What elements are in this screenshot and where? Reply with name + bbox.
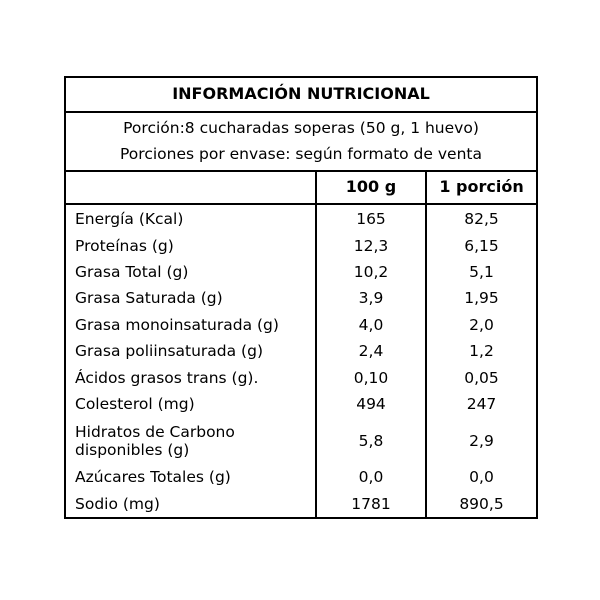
servings-per-container-row (66, 142, 536, 171)
value-per-serving: 2,0 (426, 313, 536, 339)
value-per-100g: 10,2 (316, 260, 426, 286)
table-row (66, 418, 536, 465)
nutrient-name: Colesterol (mg) (75, 395, 195, 414)
value-per-serving: 2,9 (426, 418, 536, 465)
value-per-100g: 3,9 (316, 286, 426, 312)
value-per-serving: 1,95 (426, 286, 536, 312)
value-per-100g: 0,0 (316, 465, 426, 491)
nutrient-name: Sodio (mg) (75, 494, 160, 513)
value-per-100g: 4,0 (316, 313, 426, 339)
nutrient-name: Hidratos de Carbono disponibles (g) (75, 422, 235, 459)
table-title: INFORMACIÓN NUTRICIONAL (66, 78, 536, 112)
header-per-100g: 100 g (316, 171, 426, 204)
table-row (66, 392, 536, 418)
value-per-serving: 0,05 (426, 365, 536, 391)
nutrient-name: Grasa Total (g) (75, 263, 189, 282)
nutrient-name: Azúcares Totales (g) (75, 468, 231, 487)
table-row (66, 286, 536, 312)
column-header-row (66, 171, 536, 204)
header-blank (66, 171, 316, 204)
nutrient-name: Proteínas (g) (75, 236, 174, 255)
nutrition-table (66, 78, 536, 518)
value-per-serving: 82,5 (426, 204, 536, 233)
nutrient-name: Grasa monoinsaturada (g) (75, 315, 279, 334)
serving-size-row (66, 112, 536, 142)
value-per-100g: 12,3 (316, 233, 426, 259)
header-per-serving: 1 porción (426, 171, 536, 204)
table-row (66, 339, 536, 365)
table-row (66, 260, 536, 286)
value-per-100g: 1781 (316, 492, 426, 518)
value-per-serving: 247 (426, 392, 536, 418)
servings-per-container-text: Porciones por envase: según formato de venta (66, 142, 536, 171)
value-per-100g: 0,10 (316, 365, 426, 391)
table-row (66, 492, 536, 518)
value-per-100g: 5,8 (316, 418, 426, 465)
title-row (66, 78, 536, 112)
value-per-serving: 1,2 (426, 339, 536, 365)
value-per-100g: 165 (316, 204, 426, 233)
nutrient-name: Grasa Saturada (g) (75, 289, 223, 308)
nutrition-facts-panel (64, 76, 538, 519)
nutrient-name: Energía (Kcal) (75, 210, 184, 229)
table-row (66, 465, 536, 491)
value-per-serving: 890,5 (426, 492, 536, 518)
value-per-100g: 494 (316, 392, 426, 418)
table-row (66, 365, 536, 391)
table-row (66, 233, 536, 259)
table-row (66, 313, 536, 339)
value-per-serving: 6,15 (426, 233, 536, 259)
serving-size-text: Porción:8 cucharadas soperas (50 g, 1 huevo) (123, 119, 479, 138)
table-row (66, 204, 536, 233)
value-per-serving: 5,1 (426, 260, 536, 286)
nutrient-name: Grasa poliinsaturada (g) (75, 342, 263, 361)
value-per-serving: 0,0 (426, 465, 536, 491)
value-per-100g: 2,4 (316, 339, 426, 365)
nutrient-name: Ácidos grasos trans (g). (75, 368, 259, 387)
